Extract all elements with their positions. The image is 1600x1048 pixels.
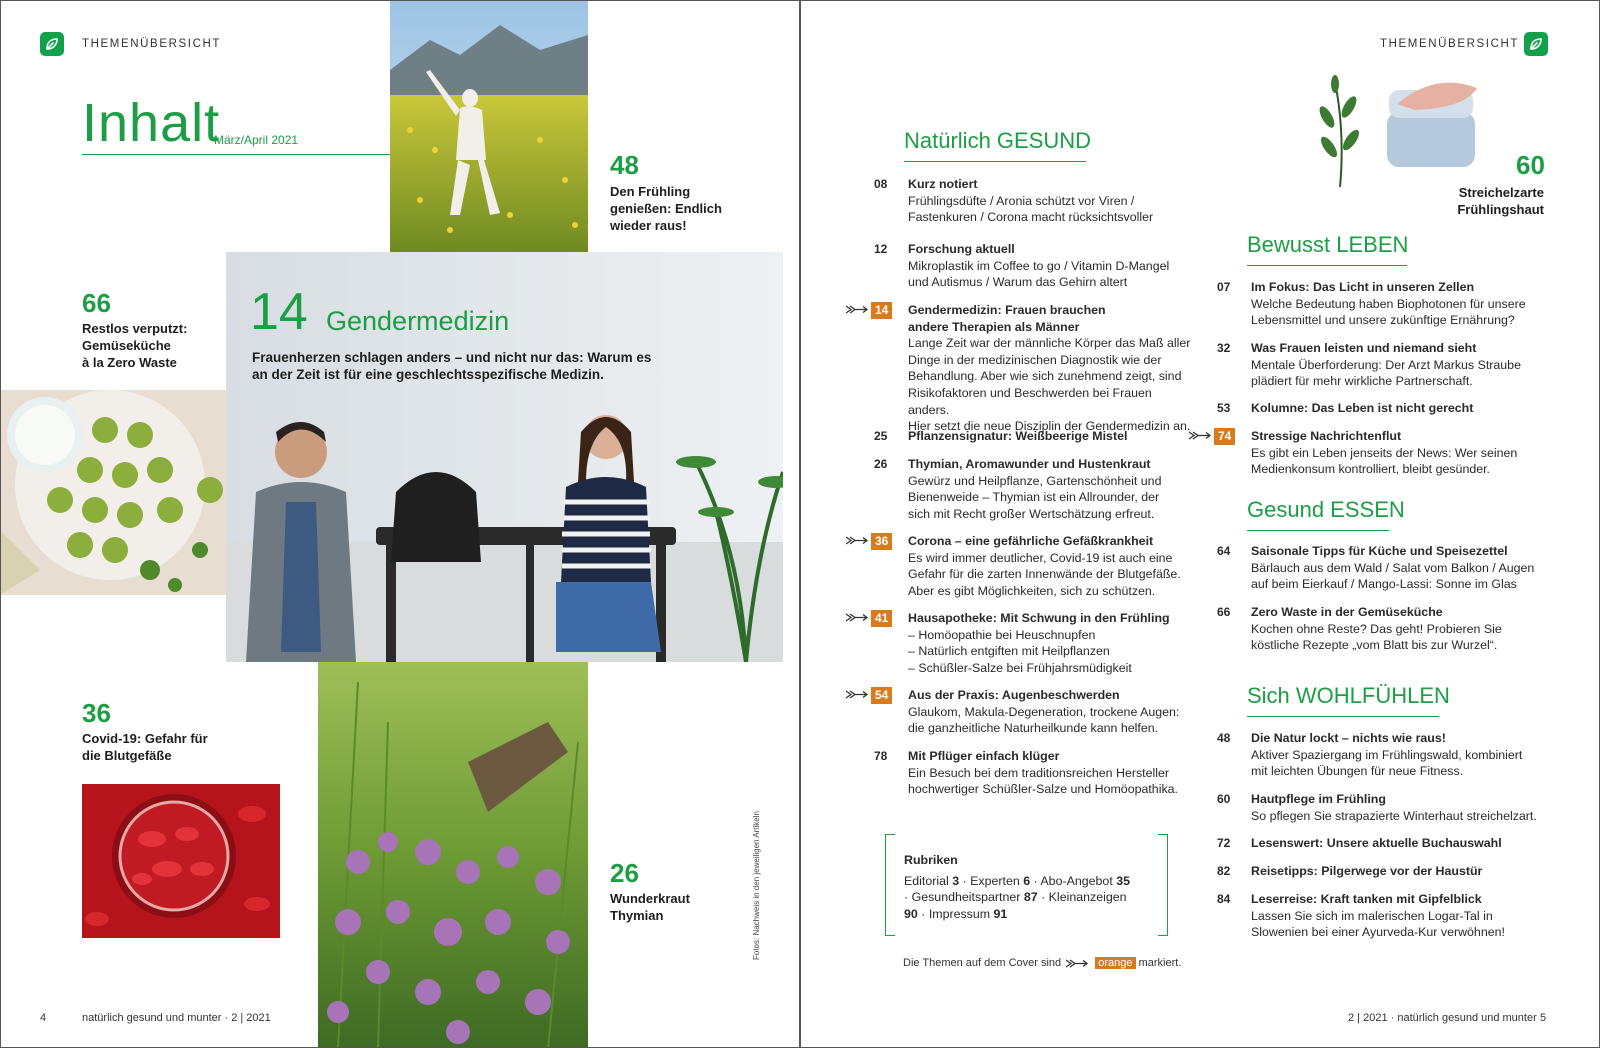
title-rule <box>82 154 390 155</box>
arrow-right-icon <box>1189 431 1213 441</box>
toc-page-number: 54 <box>871 687 892 704</box>
toc-title: Saisonale Tipps für Küche und Speisezettel <box>1251 544 1508 558</box>
running-head: THEMENÜBERSICHT <box>82 38 222 50</box>
feature-number: 60 <box>1516 150 1545 180</box>
toc-entry[interactable] <box>1217 543 1537 593</box>
toc-page-number: 53 <box>1217 401 1231 415</box>
toc-description: Mikroplastik im Coffee to go / Vitamin D-Mangel und Autismus / Warum das Gehirn altert <box>908 258 1170 290</box>
toc-entry[interactable] <box>874 610 1194 676</box>
toc-entry[interactable] <box>1217 863 1537 880</box>
toc-page-number: 82 <box>1217 864 1231 878</box>
toc-page-number: 66 <box>1217 605 1231 619</box>
toc-page-number: 48 <box>1217 731 1231 745</box>
photo-blood-cells <box>82 784 280 938</box>
toc-title: Gendermedizin: Frauen brauchen andere Therapien als Männer <box>908 303 1106 334</box>
toc-entry[interactable] <box>1217 835 1537 852</box>
toc-page-number: 26 <box>874 457 888 471</box>
cover-note-before: Die Themen auf dem Cover sind <box>903 957 1062 969</box>
arrow-right-icon <box>846 305 870 315</box>
rubriken-title: Rubriken <box>904 853 958 867</box>
toc-title: Aus der Praxis: Augenbeschwerden <box>908 688 1120 702</box>
toc-description: Gewürz und Heilpflanze, Gartenschönheit und Bienenweide – Thymian ist ein Allrounder, der sich mit Recht großer Wertschätzung erfreut. <box>908 473 1162 521</box>
toc-page-number: 84 <box>1217 892 1231 906</box>
arrow-right-icon <box>1066 959 1090 968</box>
cover-note <box>903 957 1181 969</box>
toc-entry[interactable] <box>1217 604 1537 654</box>
toc-entry[interactable] <box>1217 340 1537 390</box>
toc-page-number: 41 <box>871 610 892 627</box>
toc-title: Leserreise: Kraft tanken mit Gipfelblick <box>1251 892 1482 906</box>
toc-description: Welche Bedeutung haben Biophotonen für unsere Lebensmittel und unsere zukünftige Ernährung? <box>1251 296 1526 328</box>
toc-description: Frühlingsdüfte / Aronia schützt vor Viren / Fastenkuren / Corona macht rücksichtsvoller <box>908 193 1154 225</box>
toc-entry[interactable] <box>874 428 1194 445</box>
footer-page-number: 4 <box>40 1012 47 1024</box>
photo-zero-waste-food <box>0 390 226 595</box>
rubriken-item[interactable]: Gesundheitspartner 87 <box>911 890 1038 905</box>
toc-title: Stressige Nachrichtenflut <box>1251 429 1402 443</box>
issue-date: März/April 2021 <box>214 133 299 147</box>
section-heading: Bewusst LEBEN <box>1247 232 1409 257</box>
toc-description: Kochen ohne Reste? Das geht! Probieren Sie köstliche Rezepte „vom Blatt bis zur Wurzel“. <box>1251 621 1502 653</box>
toc-description: Es wird immer deutlicher, Covid-19 ist auch eine Gefahr für die zarten Innenwände der Blutgefäße. Aber es gibt Möglichkeiten, sich zu schützen. <box>908 550 1181 598</box>
toc-title: Die Natur lockt – nichts wie raus! <box>1251 731 1446 745</box>
toc-page-number: 74 <box>1214 428 1235 445</box>
toc-title: Was Frauen leisten und niemand sieht <box>1251 341 1477 355</box>
toc-description: Glaukom, Makula-Degeneration, trockene Augen: die ganzheitliche Naturheilkunde kann helfen. <box>908 704 1180 736</box>
toc-entry[interactable] <box>874 241 1194 291</box>
section-heading: Gesund ESSEN <box>1247 497 1405 522</box>
right-page <box>800 0 1600 1048</box>
lead-title: Gendermedizin <box>326 306 510 336</box>
arrow-right-icon <box>846 613 870 623</box>
section-rule <box>1247 716 1439 717</box>
rubriken-item[interactable]: Kleinanzeigen 90 <box>904 890 1127 921</box>
toc-description: Aktiver Spaziergang im Frühlingswald, kombiniert mit leichten Übungen für neue Fitness. <box>1251 747 1523 779</box>
feature-caption: Restlos verputzt: Gemüseküche à la Zero Waste <box>82 321 188 370</box>
toc-page-number: 60 <box>1217 792 1231 806</box>
toc-entry[interactable] <box>1217 730 1537 780</box>
toc-description: Mentale Überforderung: Der Arzt Markus Straube plädiert für mehr wirkliche Partnerschaft. <box>1251 357 1521 389</box>
section-heading: Natürlich GESUND <box>904 128 1092 153</box>
toc-title: Pflanzensignatur: Weißbeerige Mistel <box>908 429 1128 443</box>
toc-page-number: 78 <box>874 749 888 763</box>
arrow-right-icon <box>846 536 870 546</box>
rubriken-list: Editorial 3 · Experten 6 · Abo-Angebot 35 · Gesundheitspartner 87 · Kleinanzeigen 90 · Impressum 91 <box>904 873 1130 921</box>
toc-description: So pflegen Sie strapazierte Winterhaut streichelzart. <box>1251 808 1537 823</box>
section-heading: Sich WOHLFÜHLEN <box>1247 683 1450 708</box>
toc-description: Lange Zeit war der männliche Körper das Maß aller Dinge in der medizinischen Diagnostik wie der Behandlung. Aber wie sich zunehmend zeigt, sind Risikofaktoren und Beschwerden bei Frauen anders. Hier setzt die neue Disziplin der Gendermedizin an. <box>908 336 1191 434</box>
toc-description: Lassen Sie sich im malerischen Logar-Tal in Slowenien bei einer Ayurveda-Kur verwöhnen! <box>1251 908 1505 940</box>
toc-entry[interactable] <box>1217 279 1537 329</box>
rubriken-item[interactable]: Experten 6 <box>970 873 1031 888</box>
feature-number: 48 <box>610 150 639 180</box>
footer-text: 2 | 2021 · natürlich gesund und munter <box>1348 1012 1537 1024</box>
toc-page-number: 14 <box>871 302 892 319</box>
toc-entry[interactable] <box>874 302 1194 435</box>
leaf-icon <box>40 32 64 56</box>
toc-title: Corona – eine gefährliche Gefäßkrankheit <box>908 534 1154 548</box>
toc-description: Es gibt ein Leben jenseits der News: Wer seinen Medienkonsum kontrolliert, bleibt gesünder. <box>1251 445 1518 477</box>
lead-text: Frauenherzen schlagen anders – und nicht nur das: Warum es an der Zeit ist für eine geschlechtsspezifische Medizin. <box>252 350 652 382</box>
toc-description: Bärlauch aus dem Wald / Salat vom Balkon / Augen auf beim Eierkauf / Mango-Lassi: Sonne im Glas <box>1251 560 1535 592</box>
rubriken-item[interactable]: Editorial 3 <box>904 873 960 888</box>
feature-number: 36 <box>82 698 111 728</box>
leaf-icon <box>1524 32 1548 56</box>
feature-caption: Den Frühling genießen: Endlich wieder raus! <box>610 184 722 233</box>
feature-number: 66 <box>82 288 111 318</box>
toc-entry[interactable] <box>1217 791 1537 824</box>
toc-description: Ein Besuch bei dem traditionsreichen Hersteller hochwertiger Schüßler-Salze und Homöopathika. <box>908 765 1178 797</box>
toc-page-number: 72 <box>1217 836 1231 850</box>
rubriken-bracket-left <box>885 834 895 936</box>
rubriken-item[interactable]: Impressum 91 <box>928 906 1008 921</box>
lead-number: 14 <box>250 283 308 341</box>
toc-entry[interactable] <box>1217 891 1537 941</box>
section-rule <box>1247 265 1407 266</box>
toc-entry[interactable] <box>874 176 1194 226</box>
feature-caption: Covid-19: Gefahr für die Blutgefäße <box>82 731 208 763</box>
toc-title: Reisetipps: Pilgerwege vor der Haustür <box>1251 864 1483 878</box>
toc-title: Kurz notiert <box>908 177 978 191</box>
section-rule <box>904 161 1086 162</box>
footer-text: natürlich gesund und munter · 2 | 2021 <box>82 1012 271 1024</box>
running-head: THEMENÜBERSICHT <box>1380 38 1520 50</box>
rubriken-bracket-right <box>1158 834 1168 936</box>
toc-page-number: 36 <box>871 533 892 550</box>
page-title: Inhalt <box>82 93 221 153</box>
illustration-cream-jar <box>1305 72 1485 192</box>
toc-entry[interactable] <box>874 687 1194 737</box>
cover-note-tag: orange <box>1095 957 1135 969</box>
toc-entry[interactable] <box>1217 428 1537 478</box>
rubriken-item[interactable]: Abo-Angebot 35 <box>1040 873 1130 888</box>
cover-note-after: markiert. <box>1138 957 1182 969</box>
section-rule <box>1247 530 1389 531</box>
toc-page-number: 08 <box>874 177 888 191</box>
toc-title: Lesenswert: Unsere aktuelle Buchauswahl <box>1251 836 1502 850</box>
toc-entry[interactable] <box>874 533 1194 599</box>
feature-caption: Wunderkraut Thymian <box>610 891 690 923</box>
toc-title: Thymian, Aromawunder und Hustenkraut <box>908 457 1151 471</box>
toc-page-number: 25 <box>874 429 888 443</box>
toc-page-number: 64 <box>1217 544 1231 558</box>
toc-entry[interactable] <box>874 748 1194 798</box>
arrow-right-icon <box>846 690 870 700</box>
toc-title: Forschung aktuell <box>908 242 1015 256</box>
toc-title: Im Fokus: Das Licht in unseren Zellen <box>1251 280 1475 294</box>
toc-title: Hausapotheke: Mit Schwung in den Frühling <box>908 611 1170 625</box>
toc-description: – Homöopathie bei Heuschnupfen – Natürlich entgiften mit Heilpflanzen – Schüßler-Salze bei Frühjahrsmüdigkeit <box>908 627 1132 675</box>
rubriken-box <box>904 852 1134 922</box>
toc-title: Mit Pflüger einfach klüger <box>908 749 1060 763</box>
toc-entry[interactable] <box>1217 400 1537 417</box>
toc-page-number: 32 <box>1217 341 1231 355</box>
toc-title: Kolumne: Das Leben ist nicht gerecht <box>1251 401 1474 415</box>
photo-meadow-yoga <box>390 0 588 252</box>
photo-credit: Fotos: Nachweis in den jeweiligen Artikeln <box>752 811 761 960</box>
toc-title: Hautpflege im Frühling <box>1251 792 1386 806</box>
toc-title: Zero Waste in der Gemüseküche <box>1251 605 1443 619</box>
toc-entry[interactable] <box>874 456 1194 522</box>
toc-page-number: 07 <box>1217 280 1231 294</box>
photo-thymian <box>318 662 588 1048</box>
feature-number: 26 <box>610 858 639 888</box>
feature-caption: Streichelzarte Frühlingshaut <box>1457 185 1544 217</box>
footer-page-number: 5 <box>1540 1012 1547 1024</box>
toc-page-number: 12 <box>874 242 888 256</box>
